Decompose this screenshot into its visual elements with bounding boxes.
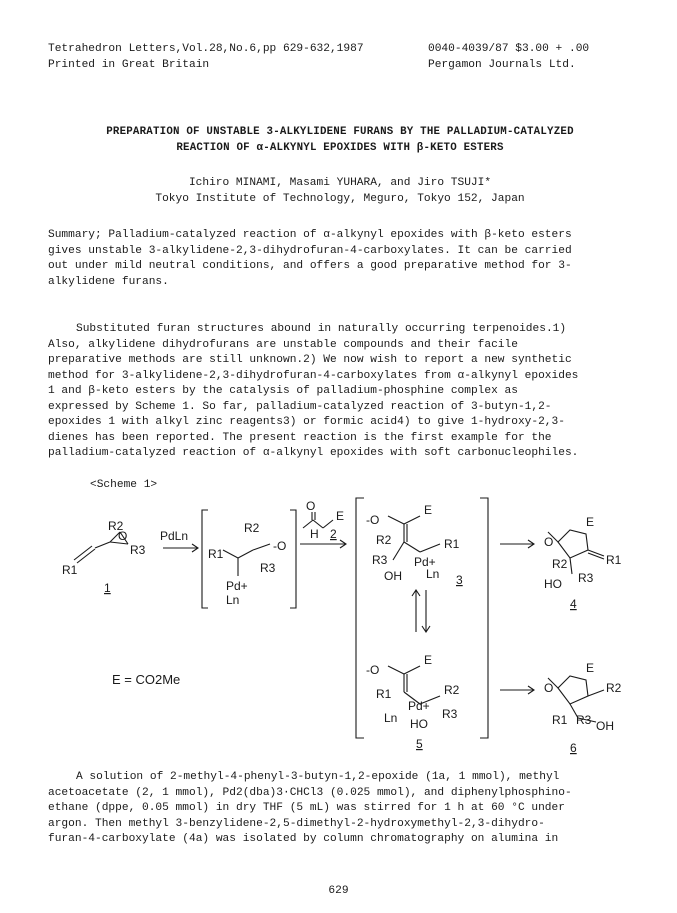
publisher-code xyxy=(428,42,648,73)
intro-line: 1 and β-keto esters by the catalysis of palladium-phosphine complex as xyxy=(48,385,518,397)
experimental-line: argon. Then methyl 3-benzylidene-2,5-dimethyl-2-hydroxymethyl-2,3-dihydro- xyxy=(48,817,545,830)
experimental-line: acetoacetate (2, 1 mmol), Pd2(dba)3·CHCl3 (0.025 mmol), and diphenylphosphino- xyxy=(48,786,572,799)
substituent-label: R1 xyxy=(62,563,78,577)
compound-label: 5 xyxy=(416,737,423,751)
journal-line-1: Tetrahedron Letters,Vol.28,No.6,pp 629-632,1987 xyxy=(48,43,364,55)
author-block xyxy=(40,176,640,207)
substituent-label: R2 xyxy=(606,681,622,695)
intro-line: Substituted furan structures abound in naturally occurring terpenoides.1) xyxy=(76,323,567,335)
atom-label: O xyxy=(306,499,316,513)
substituent-label: R1 xyxy=(208,547,224,561)
atom-label: HO xyxy=(544,577,562,591)
substituent-label: R3 xyxy=(578,571,594,585)
atom-label: O xyxy=(544,681,554,695)
atom-label: Ln xyxy=(226,593,240,607)
title-line-1: PREPARATION OF UNSTABLE 3-ALKYLIDENE FURANS BY THE PALLADIUM-CATALYZED xyxy=(106,126,574,138)
compound-label: 3 xyxy=(456,573,463,587)
substituent-label: R2 xyxy=(244,521,260,535)
atom-label: Pd+ xyxy=(408,699,430,713)
substituent-label: R2 xyxy=(376,533,392,547)
atom-label: E xyxy=(336,509,345,523)
atom-label: E xyxy=(424,653,433,667)
substituent-label: R2 xyxy=(552,557,568,571)
atom-label: OH xyxy=(384,569,402,583)
summary-line: Summary; Palladium-catalyzed reaction of α-alkynyl epoxides with β-keto esters xyxy=(48,229,572,241)
atom-label: O xyxy=(544,535,554,549)
atom-label: OH xyxy=(596,719,614,733)
journal-citation xyxy=(48,42,388,73)
substituent-label: R1 xyxy=(552,713,568,727)
compound-label: 2 xyxy=(330,527,337,541)
substituent-label: R3 xyxy=(442,707,458,721)
summary-paragraph xyxy=(48,228,631,290)
substituent-label: R2 xyxy=(444,683,460,697)
substituent-label: R3 xyxy=(576,713,592,727)
atom-label: -O xyxy=(366,513,380,527)
atom-label: H xyxy=(310,527,319,541)
atom-label: HO xyxy=(410,717,428,731)
substituent-label: R2 xyxy=(108,519,124,533)
substituent-label: R3 xyxy=(130,543,146,557)
atom-label: Ln xyxy=(426,567,440,581)
reagent-label: PdLn xyxy=(160,529,189,543)
atom-label: O xyxy=(118,529,128,543)
substituent-label: R3 xyxy=(260,561,276,575)
paper-title xyxy=(40,124,640,156)
intro-paragraph xyxy=(48,322,631,462)
intro-line: epoxides 1 with alkyl zinc reagents3) or formic acid4) to give 1-hydroxy-2,3- xyxy=(48,416,565,428)
compound-label: 4 xyxy=(570,597,577,611)
page-number: 629 xyxy=(328,885,349,897)
atom-label: E xyxy=(586,515,595,529)
atom-label: E xyxy=(586,661,595,675)
e-definition: E = CO2Me xyxy=(112,672,181,687)
intro-line: preparative methods are still unknown.2) We now wish to report a new synthetic xyxy=(48,354,572,366)
summary-line: gives unstable 3-alkylidene-2,3-dihydrofuran-4-carboxylates. It can be carried xyxy=(48,244,572,257)
atom-label: -O xyxy=(366,663,380,677)
compound-label: 1 xyxy=(104,581,111,595)
intro-line: expressed by Scheme 1. So far, palladium-catalyzed reaction of 3-butyn-1,2- xyxy=(48,400,552,413)
substituent-label: R1 xyxy=(606,553,622,567)
atom-label: Pd+ xyxy=(414,555,436,569)
title-line-2: REACTION OF α-ALKYNYL EPOXIDES WITH β-KETO ESTERS xyxy=(176,142,504,154)
experimental-line: A solution of 2-methyl-4-phenyl-3-butyn-1,2-epoxide (1a, 1 mmol), methyl xyxy=(76,771,560,783)
intro-line: method for 3-alkylidene-2,3-dihydrofuran-4-carboxylates from α-alkynyl epoxides xyxy=(48,369,579,382)
summary-line: alkylidene furans. xyxy=(48,275,169,288)
substituent-label: R1 xyxy=(376,687,392,701)
intro-line: palladium-catalyzed reaction of α-alkynyl epoxides with soft carbonucleophiles. xyxy=(48,447,579,459)
code-line-2: Pergamon Journals Ltd. xyxy=(428,58,576,71)
reaction-scheme xyxy=(48,492,631,762)
code-line-1: 0040-4039/87 $3.00 + .00 xyxy=(428,43,590,55)
intro-line: Also, alkylidene dihydrofurans are unstable compounds and their facile xyxy=(48,338,518,351)
atom-label: Pd+ xyxy=(226,579,248,593)
atom-label: E xyxy=(424,503,433,517)
author-affiliation: Tokyo Institute of Technology, Meguro, Tokyo 152, Japan xyxy=(155,192,525,205)
atom-label: -O xyxy=(273,539,287,553)
experimental-line: ethane (dppe, 0.05 mmol) in dry THF (5 mL) was stirred for 1 h at 60 °C under xyxy=(48,802,565,814)
atom-label: Ln xyxy=(384,711,398,725)
scheme-label: <Scheme 1> xyxy=(90,479,158,491)
experimental-paragraph xyxy=(48,770,631,848)
journal-line-2: Printed in Great Britain xyxy=(48,58,210,71)
substituent-label: R1 xyxy=(444,537,460,551)
intro-line: dienes has been reported. The present reaction is the first example for the xyxy=(48,431,552,444)
substituent-label: R3 xyxy=(372,553,388,567)
experimental-line: furan-4-carboxylate (4a) was isolated by column chromatography on alumina in xyxy=(48,833,559,845)
summary-line: out under mild neutral conditions, and offers a good preparative method for 3- xyxy=(48,260,572,272)
author-names: Ichiro MINAMI, Masami YUHARA, and Jiro TSUJI* xyxy=(188,177,492,189)
compound-label: 6 xyxy=(570,741,577,755)
